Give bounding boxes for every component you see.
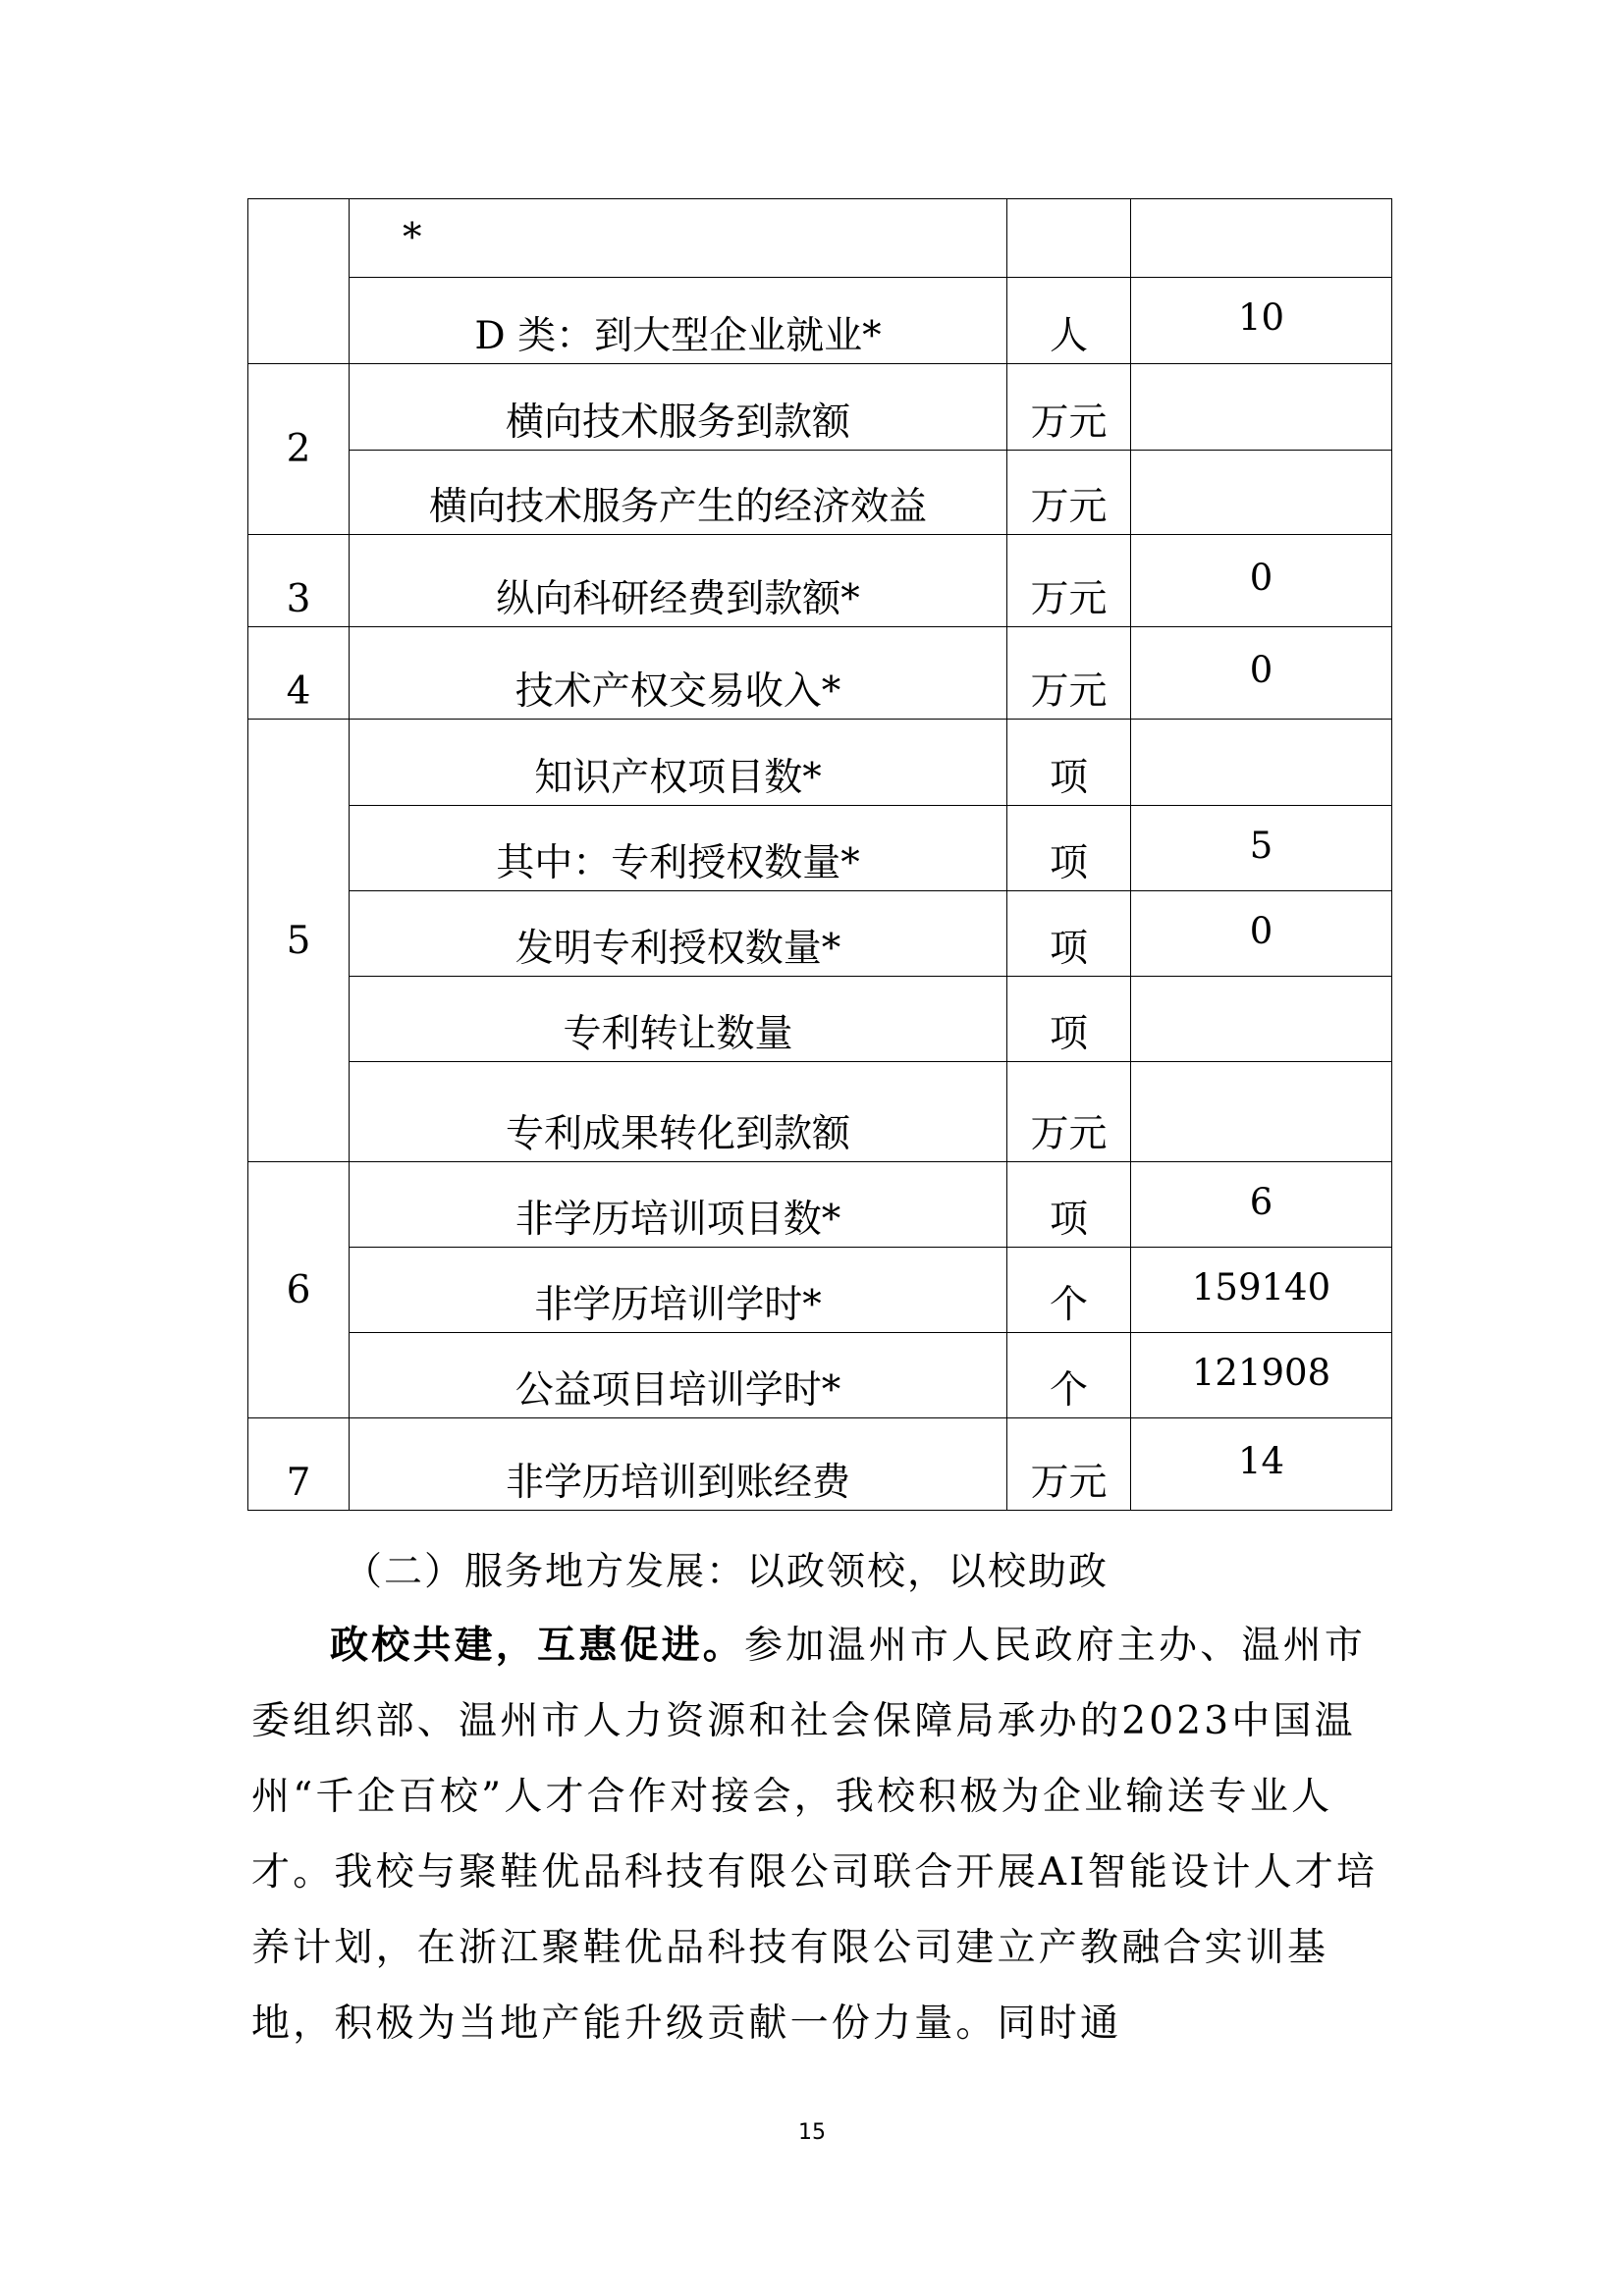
table-row [248, 1162, 1392, 1248]
item-cell: * [350, 199, 1007, 278]
item-cell: 非学历培训学时* [350, 1248, 1007, 1333]
unit-cell: 个 [1007, 1333, 1131, 1418]
table-row [248, 278, 1392, 364]
item-cell: D 类：到大型企业就业* [350, 278, 1007, 364]
table-row [248, 1062, 1392, 1162]
table-row [248, 451, 1392, 535]
row-number-cell [248, 199, 350, 364]
page-number: 15 [798, 2120, 826, 2145]
row-number-cell: 3 [248, 535, 350, 627]
unit-cell: 万元 [1007, 535, 1131, 627]
paragraph-body: 参加温州市人民政府主办、温州市委组织部、温州市人力资源和社会保障局承办的2023中国温州“千企百校”人才合作对接会，我校积极为企业输送专业人才。我校与聚鞋优品科技有限公司联合开展AI智能设计人才培养计划，在浙江聚鞋优品科技有限公司建立产教融合实训基地，积极为当地产能升级贡献一份力量。同时通 [251, 1624, 1379, 2046]
item-cell: 横向技术服务产生的经济效益 [350, 451, 1007, 535]
row-number-cell: 6 [248, 1162, 350, 1418]
value-cell [1131, 977, 1392, 1062]
item-cell: 公益项目培训学时* [350, 1333, 1007, 1418]
table-row [248, 535, 1392, 627]
unit-cell [1007, 199, 1131, 278]
value-cell: 121908 [1131, 1333, 1392, 1418]
table-row [248, 1418, 1392, 1511]
table-row [248, 1333, 1392, 1418]
item-cell: 知识产权项目数* [350, 720, 1007, 806]
row-number-cell: 2 [248, 364, 350, 535]
table-row [248, 891, 1392, 977]
table-row [248, 199, 1392, 278]
paragraph-lead: 政校共建，互惠促进。 [330, 1623, 745, 1668]
item-cell: 其中：专利授权数量* [350, 806, 1007, 891]
item-cell: 非学历培训项目数* [350, 1162, 1007, 1248]
table-row [248, 627, 1392, 720]
unit-cell: 项 [1007, 891, 1131, 977]
unit-cell: 人 [1007, 278, 1131, 364]
row-number-cell: 5 [248, 720, 350, 1162]
unit-cell: 项 [1007, 977, 1131, 1062]
unit-cell: 项 [1007, 720, 1131, 806]
item-cell: 纵向科研经费到款额* [350, 535, 1007, 627]
unit-cell: 个 [1007, 1248, 1131, 1333]
value-cell: 0 [1131, 535, 1392, 627]
row-number-cell: 4 [248, 627, 350, 720]
unit-cell: 项 [1007, 1162, 1131, 1248]
section-heading: （二）服务地方发展：以政领校，以校助政 [344, 1550, 1110, 1594]
value-cell: 6 [1131, 1162, 1392, 1248]
item-cell: 技术产权交易收入* [350, 627, 1007, 720]
unit-cell: 万元 [1007, 1418, 1131, 1511]
item-cell: 横向技术服务到款额 [350, 364, 1007, 451]
unit-cell: 项 [1007, 806, 1131, 891]
value-cell: 5 [1131, 806, 1392, 891]
unit-cell: 万元 [1007, 1062, 1131, 1162]
table-row [248, 364, 1392, 451]
unit-cell: 万元 [1007, 451, 1131, 535]
value-cell [1131, 199, 1392, 278]
value-cell: 14 [1131, 1418, 1392, 1511]
value-cell [1131, 451, 1392, 535]
unit-cell: 万元 [1007, 627, 1131, 720]
item-cell: 发明专利授权数量* [350, 891, 1007, 977]
data-table [247, 198, 1392, 1511]
value-cell [1131, 364, 1392, 451]
table-row [248, 720, 1392, 806]
unit-cell: 万元 [1007, 364, 1131, 451]
table-row [248, 1248, 1392, 1333]
item-cell: 专利转让数量 [350, 977, 1007, 1062]
table-row [248, 806, 1392, 891]
value-cell [1131, 1062, 1392, 1162]
item-cell: 非学历培训到账经费 [350, 1418, 1007, 1511]
body-paragraph [251, 1608, 1390, 2061]
table-row [248, 977, 1392, 1062]
value-cell [1131, 720, 1392, 806]
value-cell: 10 [1131, 278, 1392, 364]
value-cell: 159140 [1131, 1248, 1392, 1333]
row-number-cell: 7 [248, 1418, 350, 1511]
value-cell: 0 [1131, 627, 1392, 720]
value-cell: 0 [1131, 891, 1392, 977]
item-cell: 专利成果转化到款额 [350, 1062, 1007, 1162]
